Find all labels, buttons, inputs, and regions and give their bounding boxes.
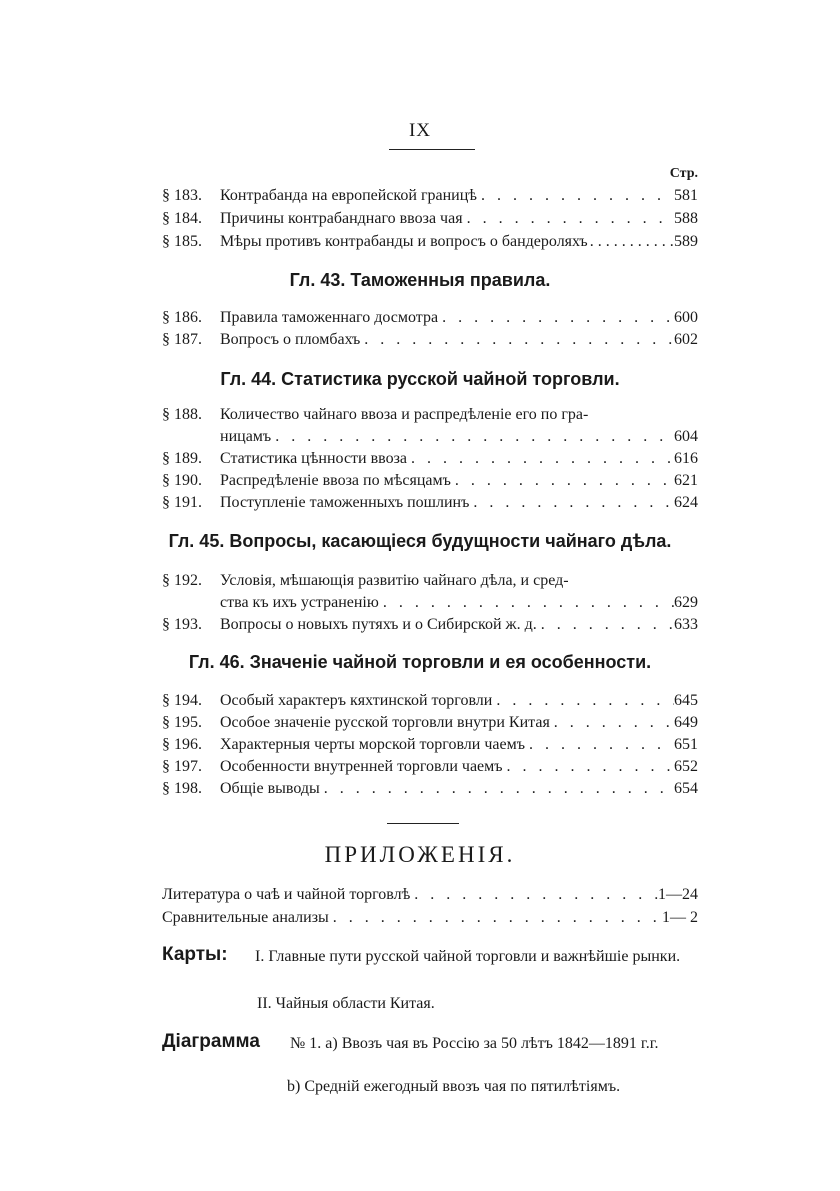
toc-entry[interactable] — [162, 231, 698, 253]
entry-title: ницамъ — [220, 428, 272, 445]
maps-block — [162, 944, 702, 967]
leader-dots — [492, 690, 674, 712]
toc-entry[interactable] — [162, 492, 698, 514]
page-ref: 616 — [674, 450, 698, 467]
diagram-label: Діаграмма — [162, 1031, 260, 1052]
leader-dots — [438, 307, 674, 329]
page-ref: 629 — [674, 594, 698, 611]
chapter-heading-45: Гл. 45. Вопросы, касающіеся будущности чайнаго дѣла. — [168, 531, 672, 551]
toc-entry[interactable] — [162, 470, 698, 492]
toc-entry[interactable] — [162, 712, 698, 734]
section-number: § 196. — [162, 736, 202, 753]
chapter-heading-44: Гл. 44. Статистика русской чайной торговли. — [220, 369, 620, 389]
entry-title: Мѣры противъ контрабанды и вопросъ о бандероляхъ — [220, 233, 588, 250]
section-number: § 192. — [162, 572, 202, 589]
diagram-b[interactable]: b) Средній ежегодный ввозъ чая по пятилѣтіямъ. — [287, 1078, 621, 1095]
maps-label: Карты: — [162, 944, 228, 965]
entry-title: Вопросъ о пломбахъ — [220, 331, 361, 348]
section-number: § 190. — [162, 472, 202, 489]
appendix-entry[interactable] — [162, 884, 698, 906]
page-ref: 654 — [674, 780, 698, 797]
entry-title: Правила таможеннаго досмотра — [220, 309, 439, 326]
toc-entry[interactable] — [162, 614, 698, 636]
page-ref: 624 — [674, 494, 698, 511]
section-number: § 194. — [162, 692, 202, 709]
page-ref: 645 — [674, 692, 698, 709]
page-ref: 633 — [674, 616, 698, 633]
appendix-entry[interactable] — [162, 907, 698, 929]
page-column-label: Стр. — [669, 166, 698, 181]
section-number: § 193. — [162, 616, 202, 633]
page-ref: 602 — [674, 331, 698, 348]
section-number: § 184. — [162, 210, 202, 227]
toc-entry[interactable] — [162, 448, 698, 470]
toc-entry[interactable] — [162, 778, 698, 800]
section-number: § 186. — [162, 309, 202, 326]
entry-title: Сравнительные анализы — [162, 909, 329, 926]
leader-dots — [271, 426, 674, 448]
leader-dots — [320, 778, 674, 800]
page-ref: 651 — [674, 736, 698, 753]
map-2[interactable]: II. Чайныя области Китая. — [257, 995, 435, 1012]
toc-entry[interactable] — [162, 307, 698, 329]
leader-dots — [537, 614, 674, 636]
toc-entry[interactable] — [162, 570, 698, 614]
entry-title: Распредѣленіе ввоза по мѣсяцамъ — [220, 472, 451, 489]
section-number: § 188. — [162, 406, 202, 423]
entry-title: Вопросы о новыхъ путяхъ и о Сибирской ж. д. — [220, 616, 537, 633]
leader-dots — [550, 712, 674, 734]
toc-entry[interactable] — [162, 208, 698, 230]
entry-title: Статистика цѣнности ввоза — [220, 450, 408, 467]
section-number: § 191. — [162, 494, 202, 511]
toc-entry[interactable] — [162, 690, 698, 712]
diagram-block — [162, 1031, 702, 1054]
section-number: § 197. — [162, 758, 202, 775]
page-ref: 581 — [674, 187, 698, 204]
leader-dots — [410, 884, 658, 906]
toc-entry[interactable] — [162, 329, 698, 351]
header-rule — [389, 149, 475, 150]
entry-title: Поступленіе таможенныхъ пошлинъ — [220, 494, 470, 511]
entry-title: Особый характеръ кяхтинской торговли — [220, 692, 493, 709]
leader-dots — [503, 756, 674, 778]
page-ref: 621 — [674, 472, 698, 489]
leader-dots — [407, 448, 674, 470]
leader-dots — [469, 492, 674, 514]
toc-entry[interactable] — [162, 404, 698, 448]
entry-title: Особенности внутренней торговли чаемъ — [220, 758, 503, 775]
section-number: § 187. — [162, 331, 202, 348]
entry-title-line1: Условія, мѣшающія развитію чайнаго дѣла, и сред- — [220, 572, 569, 589]
leader-dots — [360, 329, 674, 351]
page-ref: 1—24 — [658, 886, 698, 903]
leader-space — [588, 231, 674, 253]
entry-title: Причины контрабанднаго ввоза чая — [220, 210, 463, 227]
map-1[interactable]: I. Главные пути русской чайной торговли и важнѣйшіе рынки. — [255, 948, 681, 965]
diagram-a[interactable]: № 1. a) Ввозъ чая въ Россію за 50 лѣтъ 1842—1891 г.г. — [290, 1035, 659, 1052]
entry-title: Контрабанда на европейской границѣ — [220, 187, 477, 204]
entry-title: ства къ ихъ устраненію — [220, 594, 379, 611]
entry-title: Характерныя черты морской торговли чаемъ — [220, 736, 525, 753]
chapter-heading-43: Гл. 43. Таможенныя правила. — [289, 270, 551, 290]
section-rule — [387, 823, 459, 824]
toc-entry[interactable] — [162, 734, 698, 756]
entry-title: Общіе выводы — [220, 780, 320, 797]
page-ref: 600 — [674, 309, 698, 326]
toc-entry[interactable] — [162, 185, 698, 207]
page-ref: 589 — [674, 233, 698, 250]
page-number: IX — [408, 120, 432, 141]
leader-dots — [463, 208, 674, 230]
section-number: § 183. — [162, 187, 202, 204]
toc-entry[interactable] — [162, 756, 698, 778]
leader-dots — [379, 592, 674, 614]
appendix-heading: ПРИЛОЖЕНІЯ. — [324, 842, 516, 867]
leader-dots — [477, 185, 674, 207]
leader-dots — [525, 734, 674, 756]
page-ref: 652 — [674, 758, 698, 775]
entry-title: Литература о чаѣ и чайной торговлѣ — [162, 886, 411, 903]
page-ref: 588 — [674, 210, 698, 227]
entry-title-line1: Количество чайнаго ввоза и распредѣленіе его по гра- — [220, 406, 589, 423]
page-ref: 1— 2 — [662, 909, 698, 926]
chapter-heading-46: Гл. 46. Значеніе чайной торговли и ея особенности. — [188, 652, 652, 672]
section-number: § 198. — [162, 780, 202, 797]
page-ref: 604 — [674, 428, 698, 445]
section-number: § 185. — [162, 233, 202, 250]
section-number: § 189. — [162, 450, 202, 467]
leader-dots — [329, 907, 662, 929]
section-number: § 195. — [162, 714, 202, 731]
page-ref: 649 — [674, 714, 698, 731]
entry-title: Особое значеніе русской торговли внутри Китая — [220, 714, 550, 731]
leader-dots — [451, 470, 674, 492]
